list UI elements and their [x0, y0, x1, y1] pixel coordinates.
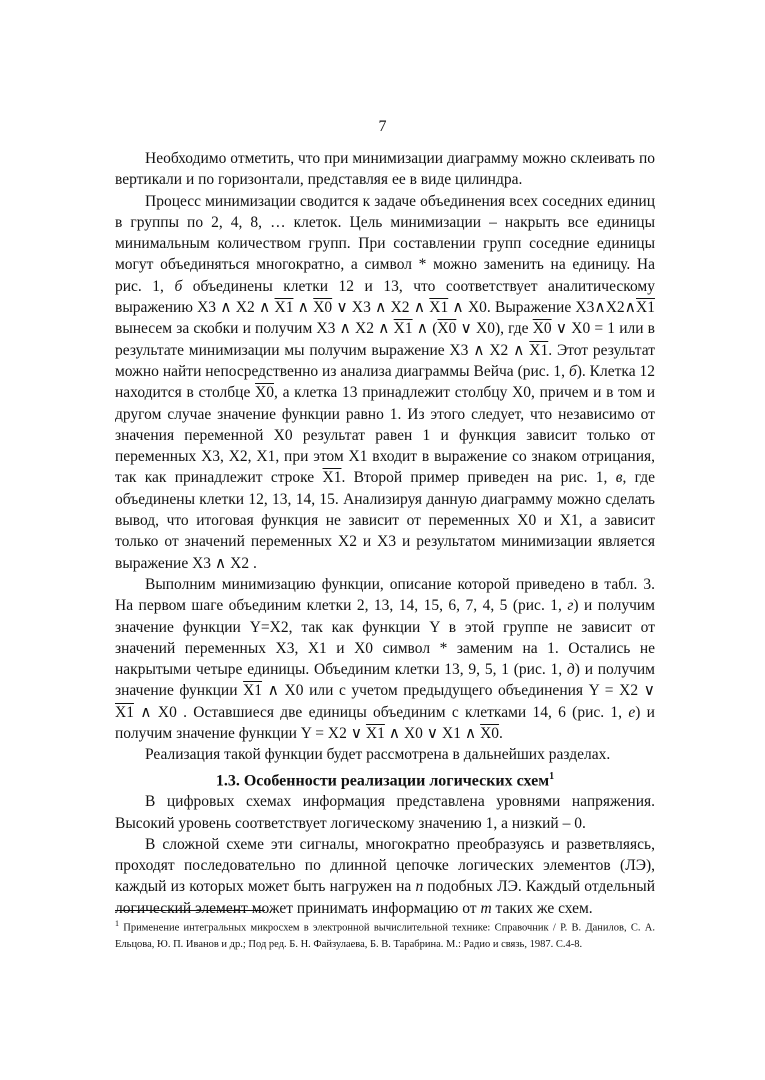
text-run: Реализация такой функции будет рассмотрена в дальнейших разделах.: [145, 746, 611, 764]
negated-variable: X1: [115, 703, 134, 721]
text-run: ∨ X0), где: [456, 320, 533, 338]
text-run: ∨ X3 ∧ X2 ∧: [332, 299, 430, 317]
paragraph: [115, 791, 655, 834]
paragraph: [115, 834, 655, 919]
text-run: .: [499, 725, 503, 743]
page-number: 7: [378, 118, 387, 135]
text-run: . Этот результат можно найти непосредственно из анализа диаграммы Вейча (рис. 1,: [115, 341, 655, 380]
body-text: [115, 148, 655, 919]
italic-text: г: [567, 597, 574, 615]
negated-variable: X1: [322, 469, 342, 487]
footnote-mark: 1: [115, 919, 119, 928]
text-run: ∧: [293, 299, 314, 317]
text-run: ) и получим значение функции Y=X2, так как функции Y в этой группе не зависит от значений переменных X3, X1 и X0 символ * заменим на 1. Остались не накрытыми четыре единицы. Объединим клетки 13, 9, 5, 1 (рис. 1,: [115, 597, 655, 679]
italic-text: m: [480, 899, 492, 917]
text-run: ) и получим значение функции: [115, 661, 655, 700]
negated-variable: X0: [480, 725, 500, 743]
paragraphs-after-heading: [115, 791, 655, 919]
negated-variable: X1: [529, 341, 549, 359]
paragraph: [115, 191, 655, 574]
italic-text: д: [566, 661, 575, 679]
negated-variable: X0: [255, 384, 274, 402]
text-run: ∧ X0 . Оставшиеся две единицы объединим с клетками 14, 6 (рис. 1,: [133, 703, 629, 721]
text-run: ∧ X0. Выражение X3∧X2∧: [448, 299, 637, 317]
text-run: , а клетка 13 принадлежит столбцу X0, причем и в том и другом случае значение функции равно 1. Из этого следует, что независимо от значения переменной X0 результат равен 1 и функция зависит только от переменных X3, X2, X1, при этом X1 входит в выражение со знаком отрицания, так как принадлежит строке: [115, 384, 656, 487]
text-run: , где объединены клетки 12, 13, 14, 15. Анализируя данную диаграмму можно сделать вывод, что итоговая функция не зависит от переменных X0 и X1, а зависит только от значений переменных X2 и X3 и результатом минимизации является выражение X3 ∧ X2 .: [115, 469, 655, 572]
text-run: ∧ X0 или с учетом предыдущего объединения Y = X2 ∨: [262, 682, 655, 700]
text-run: ∧ (: [412, 320, 438, 338]
negated-variable: X1: [429, 299, 449, 317]
text-run: ). Клетка 12 находится в столбце: [115, 362, 655, 402]
negated-variable: X1: [243, 682, 263, 700]
text-run: таких же схем.: [491, 899, 593, 917]
italic-text: б: [568, 362, 577, 380]
text-run: Необходимо отметить, что при минимизации диаграмму можно склеивать по вертикали и по горизонтали, представляя ее в виде цилиндра.: [115, 150, 655, 189]
text-run: ) и получим значение функции Y = X2 ∨: [115, 703, 655, 743]
italic-text: в: [615, 469, 623, 487]
text-run: . Второй пример приведен на рис. 1,: [341, 469, 616, 487]
text-run: ∧ X0 ∨ X1 ∧: [384, 725, 481, 743]
paragraphs-before-heading: [115, 148, 655, 766]
paragraph: [115, 744, 655, 765]
footnote-text: Применение интегральных микросхем в электронной вычислительной технике: Справочник / Р. В. Данилов, С. А. Ельцова, Ю. П. Иванов и др.; Под ред. Б. Н. Файзулаева, Б. В. Тарабрина. М.: Радио и связь, 1987. С.4-8.: [115, 922, 655, 950]
paragraph: [115, 574, 655, 744]
paragraph: [115, 148, 655, 191]
text-run: подобных ЛЭ. Каждый отдельный логический элемент может принимать информацию от: [115, 878, 655, 917]
italic-text: б: [174, 277, 183, 295]
footnote: [115, 916, 655, 953]
italic-text: е: [628, 703, 636, 721]
text-run: ∨ X0 = 1 или в результате минимизации мы получим выражение X3 ∧ X2 ∧: [115, 320, 655, 359]
section-heading-text: 1.3. Особенности реализации логических схем: [215, 771, 550, 789]
text-run: Процесс минимизации сводится к задаче объединения всех соседних единиц в группы по 2, 4, 8, … клеток. Цель минимизации – накрыть все единицы минимальным количеством групп. При составлении групп соседние единицы могут объединяться многократно, а символ * можно заменить на единицу. На рис. 1,: [115, 192, 655, 295]
negated-variable: X1: [393, 320, 413, 338]
negated-variable: X1: [365, 725, 385, 743]
italic-text: n: [415, 878, 424, 896]
negated-variable: X1: [636, 299, 655, 317]
section-heading: [115, 766, 655, 792]
text-run: объединены клетки 12 и 13, что соответствует аналитическому выражению X3 ∧ X2 ∧: [115, 277, 655, 317]
footnote-divider: [115, 910, 265, 911]
text-run: Выполним минимизацию функции, описание которой приведено в табл. 3. На первом шаге объединим клетки 2, 13, 14, 15, 6, 7, 4, 5 (рис. 1,: [115, 575, 655, 615]
negated-variable: X1: [274, 299, 294, 317]
negated-variable: X0: [437, 320, 457, 338]
text-run: В сложной схеме эти сигналы, многократно преобразуясь и разветвляясь, проходят последовательно по длинной цепочке логических элементов (ЛЭ), каждый из которых может быть нагружен на: [115, 835, 655, 896]
negated-variable: X0: [532, 320, 552, 338]
text-run: В цифровых схемах информация представлена уровнями напряжения. Высокий уровень соответствует логическому значению 1, а низкий – 0.: [115, 793, 655, 832]
text-run: вынесем за скобки и получим X3 ∧ X2 ∧: [115, 320, 394, 338]
footnote-reference: 1: [549, 770, 555, 782]
negated-variable: X0: [313, 299, 333, 317]
